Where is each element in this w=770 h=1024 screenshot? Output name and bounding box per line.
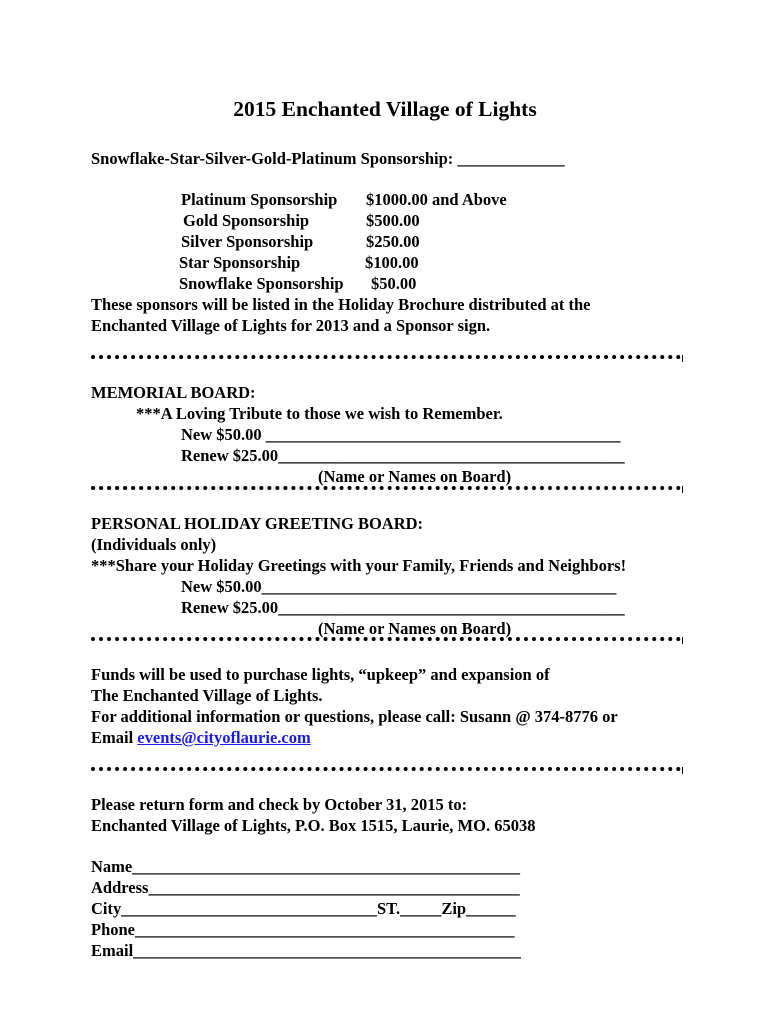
sponsorship-level-name: Gold Sponsorship — [183, 211, 310, 230]
sponsorship-level-name: Platinum Sponsorship — [181, 190, 338, 209]
dotted-separator — [91, 486, 681, 490]
sponsorship-level-amount: $500.00 — [366, 211, 420, 230]
sponsorship-level-amount: $1000.00 and Above — [366, 190, 507, 209]
greeting-caption: (Name or Names on Board) — [318, 619, 512, 638]
email-link[interactable]: events@cityoflaurie.com — [137, 728, 311, 747]
sponsorship-level-amount: $250.00 — [366, 232, 420, 251]
memorial-new-field[interactable]: New $50.00 ___________________________________________ — [181, 425, 621, 444]
dotted-separator — [91, 767, 681, 771]
memorial-caption: (Name or Names on Board) — [318, 467, 512, 486]
sponsorship-level-amount: $100.00 — [365, 253, 419, 272]
greeting-share: ***Share your Holiday Greetings with your Family, Friends and Neighbors! — [91, 556, 627, 575]
return-address: Enchanted Village of Lights, P.O. Box 1515, Laurie, MO. 65038 — [91, 816, 536, 835]
memorial-tribute: ***A Loving Tribute to those we wish to Remember. — [136, 404, 503, 423]
funds-text: For additional information or questions, please call: Susann @ 374-8776 or — [91, 707, 618, 726]
sponsorship-level-name: Snowflake Sponsorship — [179, 274, 344, 293]
sponsorship-level-name: Star Sponsorship — [179, 253, 301, 272]
email-label: Email — [91, 728, 138, 747]
address-field[interactable]: Address_____________________________________________ — [91, 878, 520, 897]
sponsorship-heading: Snowflake-Star-Silver-Gold-Platinum Sponsorship: _____________ — [91, 149, 565, 168]
funds-text: The Enchanted Village of Lights. — [91, 686, 323, 705]
phone-field[interactable]: Phone______________________________________________ — [91, 920, 515, 939]
page-title: 2015 Enchanted Village of Lights — [233, 97, 537, 121]
greeting-renew-field[interactable]: Renew $25.00__________________________________________ — [181, 598, 625, 617]
funds-text: Funds will be used to purchase lights, “upkeep” and expansion of — [91, 665, 550, 684]
return-instructions: Please return form and check by October 31, 2015 to: — [91, 795, 468, 814]
greeting-subheading: (Individuals only) — [91, 535, 217, 554]
greeting-heading: PERSONAL HOLIDAY GREETING BOARD: — [91, 514, 424, 533]
dotted-separator — [91, 637, 681, 641]
email-field[interactable]: Email_______________________________________________ — [91, 941, 521, 960]
greeting-new-field[interactable]: New $50.00___________________________________________ — [181, 577, 617, 596]
sponsorship-note: These sponsors will be listed in the Holiday Brochure distributed at the — [91, 295, 591, 314]
memorial-renew-field[interactable]: Renew $25.00__________________________________________ — [181, 446, 625, 465]
sponsorship-level-name: Silver Sponsorship — [181, 232, 314, 251]
name-field[interactable]: Name_______________________________________________ — [91, 857, 520, 876]
sponsorship-note: Enchanted Village of Lights for 2013 and a Sponsor sign. — [91, 316, 491, 335]
funds-email-line — [91, 728, 311, 748]
memorial-heading: MEMORIAL BOARD: — [91, 383, 256, 402]
city-state-zip-field[interactable]: City_______________________________ST._____Zip______ — [91, 899, 516, 918]
sponsorship-level-amount: $50.00 — [371, 274, 417, 293]
dotted-separator — [91, 355, 681, 359]
